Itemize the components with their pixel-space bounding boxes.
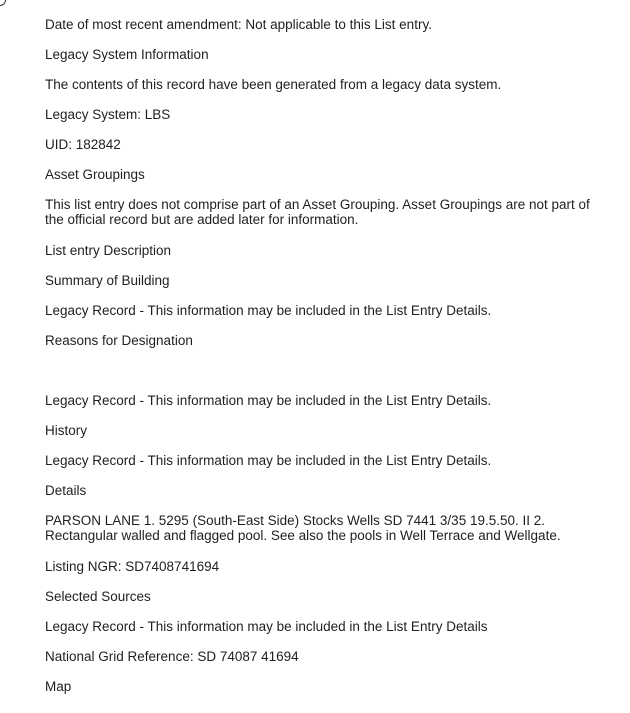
blank-space: [45, 363, 605, 393]
history-legacy-record: Legacy Record - This information may be included in the List Entry Details.: [45, 453, 492, 468]
details-text: PARSON LANE 1. 5295 (South-East Side) Stocks Wells SD 7441 3/35 19.5.50. II 2. Rectangular walled and flagged pool. See also the pools in Well Terrace and Wellgate.: [45, 513, 561, 543]
heading-reasons-for-designation: Reasons for Designation: [45, 333, 193, 348]
listing-ngr: Listing NGR: SD7408741694: [45, 559, 220, 574]
legacy-system: Legacy System: LBS: [45, 107, 171, 122]
heading-details: Details: [45, 483, 87, 498]
heading-asset-groupings: Asset Groupings: [45, 167, 145, 182]
amendment-date: Date of most recent amendment: Not applicable to this List entry.: [45, 17, 432, 32]
uid: UID: 182842: [45, 137, 121, 152]
summary-legacy-record: Legacy Record - This information may be included in the List Entry Details.: [45, 303, 492, 318]
sources-legacy-record: Legacy Record - This information may be included in the List Entry Details: [45, 619, 488, 634]
heading-list-entry-description: List entry Description: [45, 243, 172, 258]
asset-groupings-text: This list entry does not comprise part of an Asset Grouping. Asset Groupings are not part of the official record but are added later for information.: [45, 197, 590, 227]
heading-map: Map: [45, 679, 72, 694]
national-grid-reference: National Grid Reference: SD 74087 41694: [45, 649, 299, 664]
legacy-contents-note: The contents of this record have been generated from a legacy data system.: [45, 77, 502, 92]
heading-history: History: [45, 423, 88, 438]
heading-summary-of-building: Summary of Building: [45, 273, 170, 288]
corner-mark: [0, 0, 6, 6]
heading-legacy-system-information: Legacy System Information: [45, 47, 209, 62]
reasons-legacy-record: Legacy Record - This information may be included in the List Entry Details.: [45, 393, 492, 408]
document-body: [45, 17, 605, 709]
heading-selected-sources: Selected Sources: [45, 589, 151, 604]
